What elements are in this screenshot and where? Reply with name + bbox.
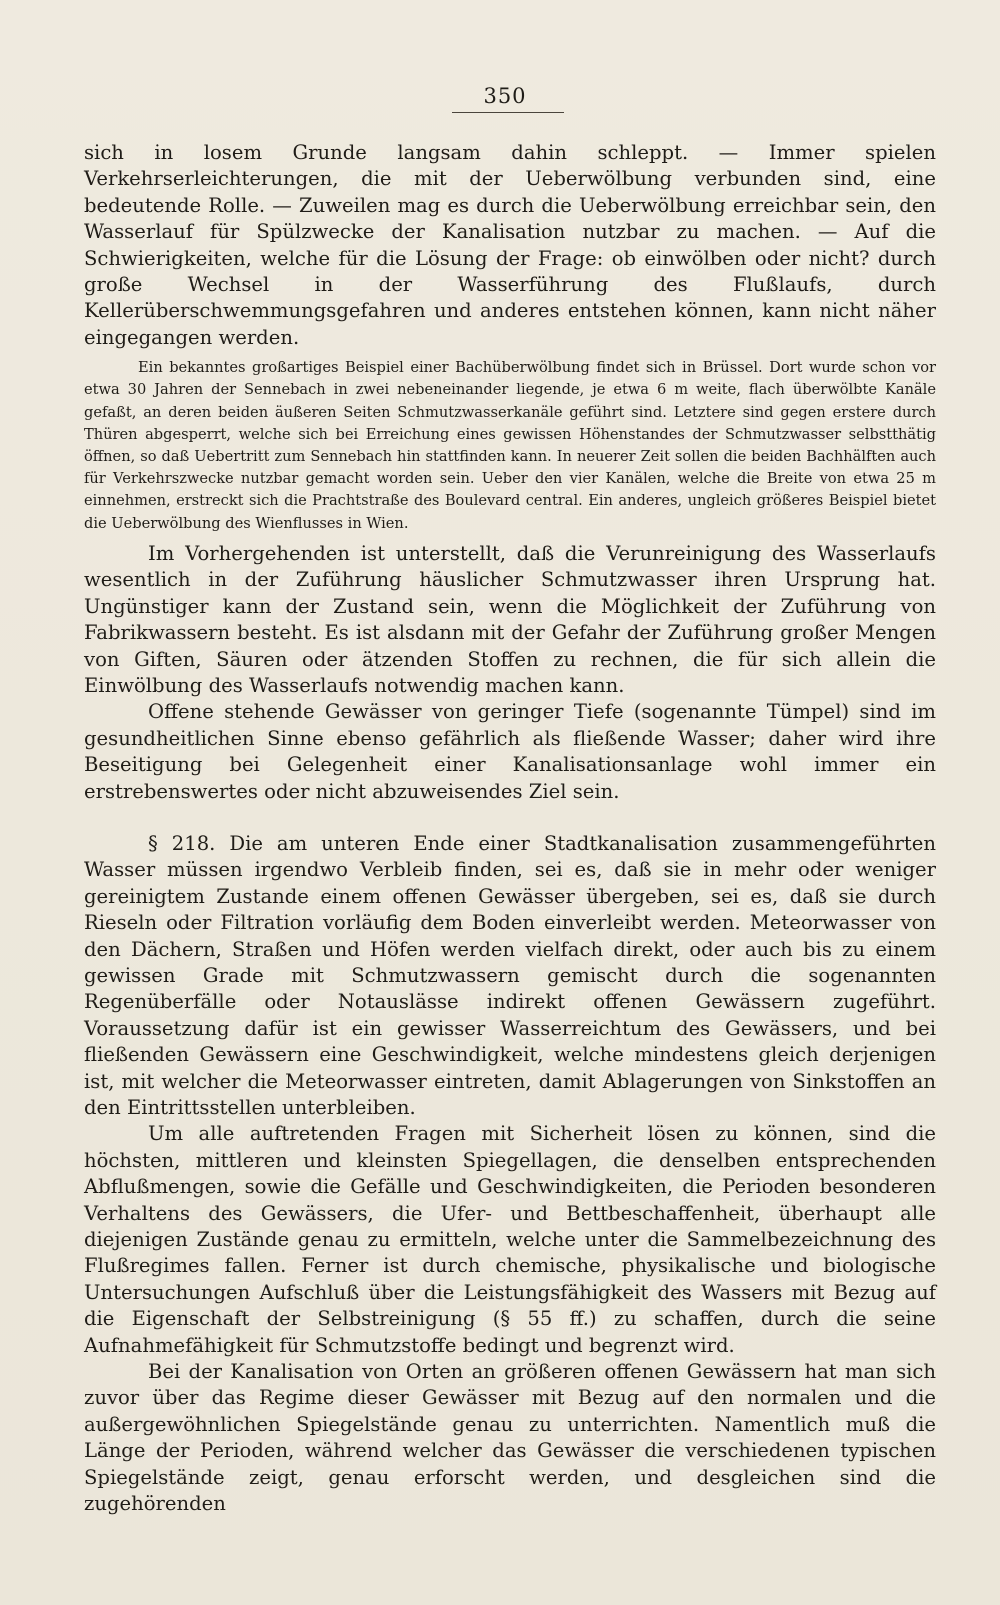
paragraph: Bei der Kanalisation von Orten an größeren offenen Gewässern hat man sich zuvor über das Regime dieser Gewässer mit Bezug auf den normalen und die außergewöhnlichen Spiegelstände genau zu unterrichten. Namentlich muß die Länge der Perioden, während welcher das Gewässer die verschiedenen typischen Spiegelstände zeigt, genau erforscht werden, und desgleichen sind die zugehörenden	[84, 1360, 936, 1516]
paragraph: Offene stehende Gewässer von geringer Tiefe (sogenannte Tümpel) sind im gesundheitlichen Sinne ebenso gefährlich als fließende Wasser; daher wird ihre Beseitigung bei Gelegenheit einer Kanalisationsanlage wohl immer ein erstrebenswertes oder nicht abzuweisendes Ziel sein.	[84, 700, 936, 803]
paragraph: Um alle auftretenden Fragen mit Sicherheit lösen zu können, sind die höchsten, mittleren und kleinsten Spiegellagen, die denselben entsprechenden Abflußmengen, sowie die Gefälle und Geschwindigkeiten, die Perioden besonderen Verhaltens des Gewässers, die Ufer- und Bettbeschaffenheit, überhaupt alle diejenigen Zustände genau zu ermitteln, welche unter die Sammelbezeichnung des Flußregimes fallen. Ferner ist durch chemische, physikalische und biologische Untersuchungen Aufschluß über die Leistungsfähigkeit des Wassers mit Bezug auf die Eigenschaft der Selbstreinigung (§ 55 ff.) zu schaffen, durch die seine Aufnahmefähigkeit für Schmutzstoffe bedingt und begrenzt wird.	[84, 1122, 936, 1357]
paragraph: Im Vorhergehenden ist unterstellt, daß die Verunreinigung des Wasserlaufs wesentlich in der Zuführung häuslicher Schmutzwasser ihren Ursprung hat. Ungünstiger kann der Zustand sein, wenn die Möglichkeit der Zuführung von Fabrikwassern besteht. Es ist alsdann mit der Gefahr der Zuführung großer Mengen von Giften, Säuren oder ätzenden Stoffen zu rechnen, die für sich allein die Einwölbung des Wasserlaufs notwendig machen kann.	[84, 541, 936, 697]
page-number: 350	[483, 84, 527, 108]
section-gap	[84, 805, 936, 831]
header-rule	[452, 112, 564, 113]
footnote-paragraph: Ein bekanntes großartiges Beispiel einer Bachüberwölbung findet sich in Brüssel. Dort wurde schon vor etwa 30 Jahren der Sennebach in zwei nebeneinander liegende, je etwa 6 m weite, flach überwölbte Kanäle gefaßt, an deren beiden äußeren Seiten Schmutzwasserkanäle geführt sind. Letztere sind gegen erstere durch Thüren abgesperrt, welche sich bei Erreichung eines gewissen Höhenstandes der Schmutzwasser selbstthätig öffnen, so daß Uebertritt zum Sennebach hin stattfinden kann. In neuerer Zeit sollen die beiden Bachhälften auch für Verkehrszwecke nutzbar gemacht worden sein. Ueber den vier Kanälen, welche die Breite von etwa 25 m einnehmen, erstreckt sich die Prachtstraße des Boulevard central. Ein anderes, ungleich größeres Beispiel bietet die Ueberwölbung des Wienflusses in Wien.	[84, 359, 936, 532]
section-paragraph: § 218. Die am unteren Ende einer Stadtkanalisation zusammengeführten Wasser müssen irgendwo Verbleib finden, sei es, daß sie in mehr oder weniger gereinigtem Zustande einem offenen Gewässer übergeben, sei es, daß sie durch Rieseln oder Filtration vorläufig dem Boden einverleibt werden. Meteorwasser von den Dächern, Straßen und Höfen werden vielfach direkt, oder auch bis zu einem gewissen Grade mit Schmutzwassern gemischt durch die sogenannten Regenüberfälle oder Notauslässe indirekt offenen Gewässern zugeführt. Voraussetzung dafür ist ein gewisser Wasserreichtum des Gewässers, und bei fließenden Gewässern eine Geschwindigkeit, welche mindestens gleich derjenigen ist, mit welcher die Meteorwasser eintreten, damit Ablagerungen von Sinkstoffen an den Eintrittsstellen unterbleiben.	[84, 831, 936, 1119]
paragraph: sich in losem Grunde langsam dahin schleppt. — Immer spielen Verkehrserleichterungen, die mit der Ueberwölbung verbunden sind, eine bedeutende Rolle. — Zuweilen mag es durch die Ueberwölbung erreichbar sein, den Wasserlauf für Spülzwecke der Kanalisation nutzbar zu machen. — Auf die Schwierigkeiten, welche für die Lösung der Frage: ob einwölben oder nicht? durch große Wechsel in der Wasserführung des Flußlaufs, durch Kellerüberschwemmungsgefahren und anderes entstehen können, kann nicht näher eingegangen werden.	[84, 141, 936, 349]
page-body	[84, 140, 936, 1518]
